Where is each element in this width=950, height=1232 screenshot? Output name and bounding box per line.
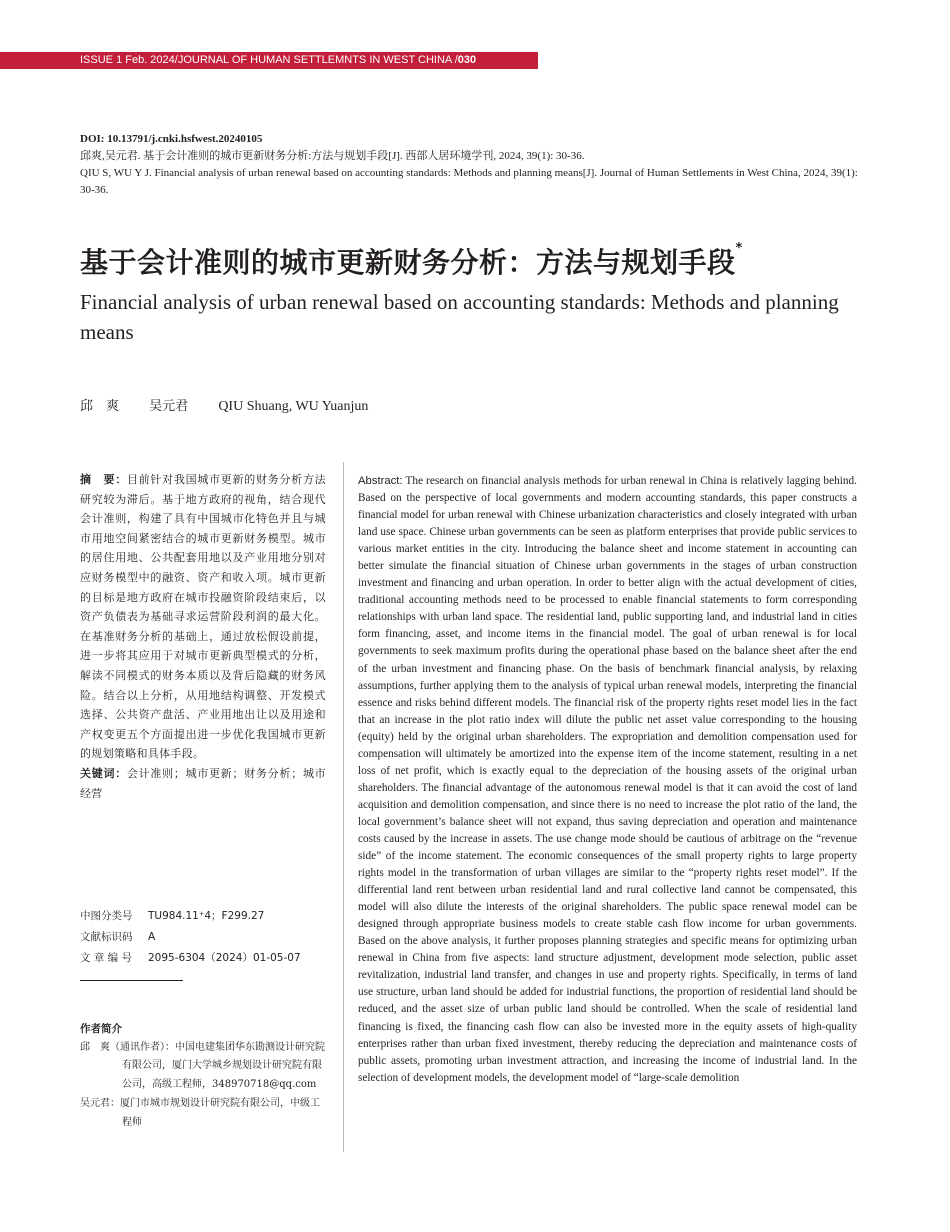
title-en: Financial analysis of urban renewal based on accounting standards: Methods and planning means (80, 290, 839, 344)
abstract-zh (80, 470, 326, 803)
column-divider (343, 462, 344, 1152)
classification-block (80, 906, 326, 969)
bio-wu-name: 吴元君 (80, 1097, 110, 1109)
clc-label: 中图分类号 (80, 910, 133, 922)
bio-wu (80, 1095, 326, 1132)
clc-value: TU984.11⁺4；F299.27 (148, 910, 265, 922)
abstract-en-label: Abstract: (358, 475, 403, 487)
author-wu-zh: 吴元君 (149, 399, 189, 414)
bio-qiu (80, 1039, 326, 1095)
abstract-en-text: The research on financial analysis methods for urban renewal in China is relatively lagging behind. Based on the perspective of local governments and modern accounting standards, this paper constructs a financial model for urban renewal with Chinese urbanization characteristics and closely integrated with urban land use space. Chinese urban governments can be seen as platform enterprises that provide public services to various market entities in the city. Introducing the balance sheet and income statement in accounting can better simulate the financial situation of Chinese urban governments in the stages of urban construction investment and financing and urban operation. In order to better align with the actual development of cities, traditional accounting methods need to be processed to enable financial statements to form corresponding relationships with urban land space. The residential land, public supporting land, and industrial land in cities form financing, asset, and income items in the financial model. The goal of urban renewal is for local governments to seek maximum profits during the operational phase based on the balance sheet after the end of the urban investment and financing phase. On the basis of benchmark financial analysis, by relaxing assumptions, further applying them to the analysis of typical urban renewal models, interpreting the financial essence and risks behind different models. The financial risk of the property rights reset model lies in the fact that an increase in the plot ratio index will dilute the public net asset value corresponding to the housing (equity) held by the original urban shareholders. The expropriation and demolition compensation used for compensation will ultimately be amortized into the expense item of the income statement, resulting in a net loss of net profit, which is exactly equal to the depreciation of the housing assets of the original urban shareholders. The financial advantage of the autonomous renewal model is that it can avoid the cost of land acquisition and demolition compensation, and since there is no need to increase the plot ratio of the land, the local government’s balance sheet will not expand, thus saving depreciation and operation and maintenance costs caused by the increase in assets. The use change mode should be cautious of arbitrage on the “revenue side” of the income statement. The economic consequences of the small property rights to large property rights model in the transformation of urban villages are similar to the “property rights reset model”. If the differential land rent between urban residential land and rural collective land cannot be compensated, this model will also dilute the interests of the original shareholders. The public space renewal model can be designed through appropriate business models to create stable cash flow income for urban governments. Based on the above analysis, it further proposes planning strategies and specific means for optimizing urban renewal in China from five aspects: land structure adjustment, development mode selection, public asset revitalization, industrial land transfer, and changes in use and property rights. Specifically, in terms of land use structure, urban land should be added for industrial functions, the proportion of residential land should be reduced, and the asset size of urban public land should be controlled. When the scale of residential land financing is fixed, the financing cash flow can also be invested more in the equity assets of high-quality enterprises rather than urban fixed investment, thereby reducing the depreciation and maintenance costs of public assets, promoting urban investment attraction, and increasing the income of industrial land. In the selection of development models, the development model of “large-scale demolition (358, 475, 857, 1084)
footnote-rule (80, 980, 183, 981)
title-zh-text: 基于会计准则的城市更新财务分析：方法与规划手段 (80, 246, 736, 279)
abstract-zh-label: 摘 要： (80, 473, 127, 486)
keywords-text: 会计准则；城市更新；财务分析；城市经营 (80, 766, 326, 800)
keywords-label: 关键词： (80, 766, 127, 780)
doi-link[interactable]: DOI: 10.13791/j.cnki.hsfwest.20240105 (80, 133, 263, 145)
abstract-en (358, 473, 857, 1087)
abstract-zh-text: 目前针对我国城市更新的财务分析方法研究较为滞后。基于地方政府的视角，结合现代会计准则，构建了具有中国城市化特色并且与城市用地空间紧密结合的城市更新财务模型。城市的居住用地、公共配套用地以及产业用地分别对应财务模型中的融资、资产和收入项。城市更新的目标是地方政府在城市投融资阶段结束后，以资产负债表为基础寻求运营阶段利润的最大化。在基准财务分析的基础上，通过放松假设前提，进一步将其应用于对城市更新典型模式的分析，解读不同模式的财务本质以及背后隐藏的财务风险。结合以上分析，从用地结构调整、开发模式选择、公共资产盘活、产业用地出让以及用途和产权变更五个方面提出进一步优化我国城市更新的规划策略和具体手段。 (80, 473, 326, 761)
doc-code-label: 文献标识码 (80, 931, 133, 943)
title-zh (80, 241, 743, 281)
bio-qiu-text: （通讯作者）：中国电建集团华东勘测设计研究院有限公司，厦门大学城乡规划设计研究院有限公司，高级工程师，348970718@qq.com (110, 1041, 325, 1091)
bio-wu-text: ：厦门市城市规划设计研究院有限公司，中级工程师 (110, 1097, 320, 1128)
author-info-heading: 作者简介 (80, 1023, 122, 1035)
authors-en: QIU Shuang, WU Yuanjun (218, 399, 369, 414)
bio-qiu-name: 邱 爽 (80, 1041, 110, 1053)
citation-en: QIU S, WU Y J. Financial analysis of urban renewal based on accounting standards: Methods and planning means[J]. Journal of Human Settlements in West China, 2024, 39(1): 30-36. (80, 167, 858, 196)
page-number: 030 (457, 54, 477, 66)
citation-zh: 邱爽,吴元君. 基于会计准则的城市更新财务分析:方法与规划手段[J]. 西部人居环境学刊, 2024, 39(1): 30-36. (80, 150, 585, 162)
author-info (80, 1020, 326, 1132)
doc-code-value: A (148, 931, 156, 943)
author-qiu-zh: 邱 爽 (80, 399, 120, 414)
citation-block (80, 131, 860, 199)
author-line (80, 395, 394, 415)
title-footnote-marker: * (735, 241, 743, 256)
journal-banner (0, 52, 538, 69)
article-no-value: 2095-6304（2024）01-05-07 (148, 952, 301, 964)
article-no-label: 文 章 编 号 (80, 952, 133, 964)
banner-text: ISSUE 1 Feb. 2024/JOURNAL OF HUMAN SETTLEMNTS IN WEST CHINA / (80, 54, 458, 66)
